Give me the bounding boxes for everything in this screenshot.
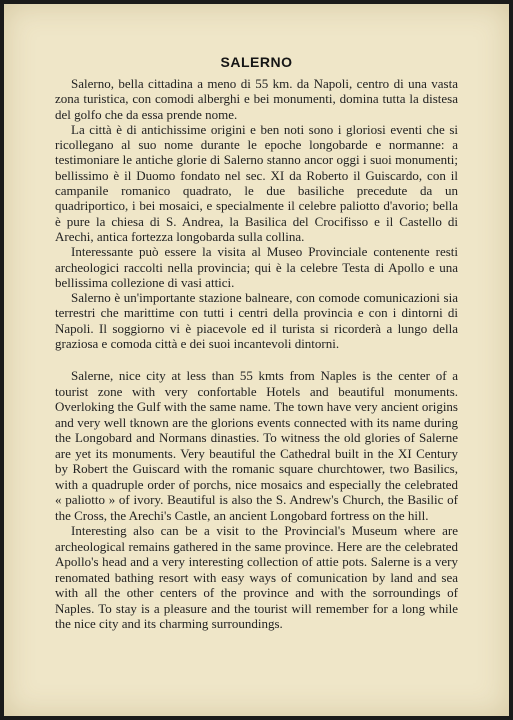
paragraph: Salerne, nice city at less than 55 kmts from Naples is the center of a tourist zone with very confortable Hotels and beautiful monuments. Overloking the Gulf with the same name. The town have very ancient origins and very well tknown are the glorions events connected with its name during the Longobard and Normans dinasties. To witness the old glories of Salerne are yet its monuments. Very beautiful the Cathedral built in the XI Century by Robert the Guiscard with the romanic square churchtower, two Basilics, with a quadruple order of porchs, nice mosaics and especially the celebrated « paliotto » of ivory. Beautiful is also the S. Andrew's Church, the Basilic of the Cross, the Arechi's Castle, an ancient Longobard fortress on the hill. xyxy=(55,368,458,523)
paragraph: Salerno, bella cittadina a meno di 55 km. da Napoli, centro di una vasta zona turistica, con comodi alberghi e bei monumenti, domina tutta la distesa del golfo che da essa prende nome. xyxy=(55,76,458,122)
italian-text xyxy=(55,76,458,351)
page-title: SALERNO xyxy=(220,54,293,70)
paragraph: Salerno è un'importante stazione balneare, con comode comunicazioni sia terrestri che marittime con tutti i centri della provincia e con i dintorni di Napoli. Il soggiorno vi è piacevole ed il turista si ricorderà a lungo della graziosa e comoda città e dei suoi incantevoli dintorni. xyxy=(55,290,458,352)
paragraph: La città è di antichissime origini e ben noti sono i gloriosi eventi che si ricollegano al suo nome durante le epoche longobarde e normanne: a testimoniare le antiche glorie di Salerno stanno ancor oggi i suoi monumenti; bellissimo è il Duomo fondato nel sec. XI da Roberto il Guiscardo, con il campanile romanico quadrato, le due basiliche precedute da un quadriportico, i bei mosaici, e specialmente il celebre paliotto d'avorio; bella è pure la chiesa di S. Andrea, la Basilica del Crocifisso e il Castello di Arechi, antica fortezza longobarda sulla collina. xyxy=(55,121,458,244)
document-page xyxy=(4,4,509,716)
paragraph: Interesting also can be a visit to the Provincial's Museum where are archeological remains gathered in the same province. Here are the celebrated Apollo's head and a very interesting collection of attie pots. Salerne is a very renomated bathing resort with easy ways of comunication by land and sea with all the other centers of the province and with the sorroundings of Naples. To stay is a pleasure and the tourist will remember for a long while the nice city and its charming surroundings. xyxy=(55,523,458,631)
english-text xyxy=(55,368,458,632)
paragraph: Interessante può essere la visita al Museo Provinciale contenente resti archeologici raccolti nella provincia; qui è la celebre Testa di Apollo e una bellissima collezione di vasi attici. xyxy=(55,244,458,290)
